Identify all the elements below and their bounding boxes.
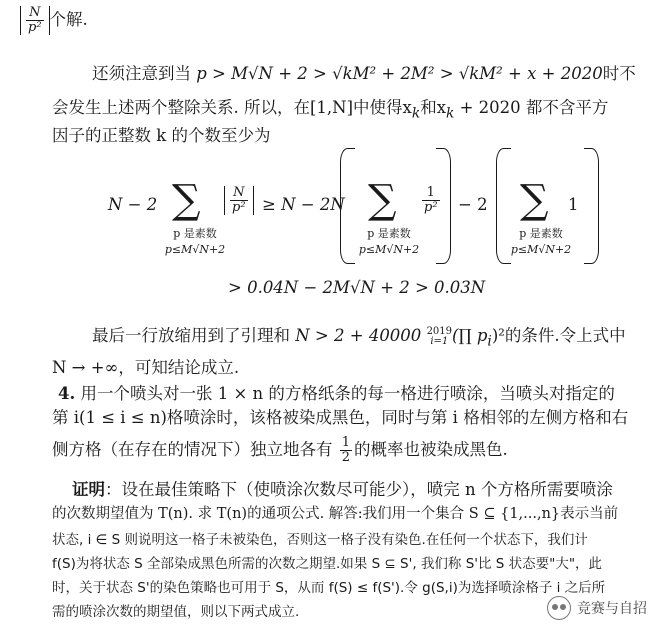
problem-line1: 4. 用一个喷头对一张 1 × n 的方格纸条的每一格进行喷涂，当喷头对指定的 bbox=[58, 384, 615, 403]
sum2-sub-bound: p≤M√N+2 bbox=[358, 243, 420, 256]
half-fraction: $\frac{1}{2}$ bbox=[341, 435, 351, 465]
proof-line1: 证明：设在最佳策略下（使喷涂次数尽可能少），喷完 n 个方格所需要喷涂 bbox=[72, 480, 613, 499]
para1-line3: 因子的正整数 k 的个数至少为 bbox=[52, 126, 271, 145]
wechat-icon bbox=[547, 596, 571, 620]
floor-term: $\frac{N}{\text{p²}}$ bbox=[224, 186, 254, 215]
proof-line4: f(S)为将状态 S 全部染成黑色所需的次数之期望.如果 S ⊆ S', 我们称 S'比 S 状态要"大"，此 bbox=[52, 556, 603, 572]
sum1-sub-prime: p 是素数 bbox=[173, 227, 217, 240]
sum3-sub-prime: p 是素数 bbox=[519, 227, 563, 240]
proof-line5: 时，关于状态 S'的染色策略也可用于 S，从而 f(S) ≤ f(S').令 g(S,i)为选择喷涂格子 i 之后所 bbox=[52, 580, 606, 596]
sum-symbol-2: ∑ bbox=[368, 177, 397, 223]
sum-symbol-3: ∑ bbox=[520, 177, 549, 223]
right-paren-2 bbox=[584, 148, 599, 264]
top-suffix: 个解. bbox=[49, 10, 88, 29]
floor-numerator: N bbox=[29, 5, 41, 20]
floor-denominator: p² bbox=[28, 20, 42, 35]
floor-expression bbox=[20, 6, 50, 35]
watermark-text: 竞赛与自招 bbox=[577, 601, 647, 617]
problem-line2: 第 i(1 ≤ i ≤ n)格喷涂时，该格被染成黑色，同时与第 i 格相邻的左侧方格和右 bbox=[52, 408, 629, 427]
minus-two: − 2 bbox=[458, 195, 488, 214]
sum-symbol-1: ∑ bbox=[172, 177, 201, 223]
proof-line6: 需的喷涂次数的期望值，则以下两式成立. bbox=[52, 604, 300, 620]
para1-line2: 会发生上述两个整除关系. 所以，在[1,N]中使得$x_k$和$x_k + 2020$ 都不含平方 bbox=[52, 98, 609, 122]
sum3-term: 1 bbox=[568, 195, 579, 214]
watermark bbox=[547, 596, 647, 620]
eq-last-line: > 0.04N − 2M√N + 2 > 0.03N bbox=[228, 278, 486, 297]
product-limits: 2019 i=1 bbox=[426, 325, 453, 347]
para1-line1: 还须注意到当 p > M√N + 2 > √kM² + 2M² > √kM² + x + 2020时不 bbox=[92, 64, 636, 83]
proof-label: 证明 bbox=[72, 480, 105, 499]
para2-line2: N → +∞，可知结论成立. bbox=[52, 358, 240, 377]
eq-n-minus-2: N − 2 bbox=[108, 195, 158, 214]
right-paren-1 bbox=[436, 148, 451, 264]
top-line bbox=[20, 6, 88, 35]
para2-line1: 最后一行放缩用到了引理和 N > 2 + 40000 2019 i=1 (∏ $p_i)^2$的条件.令上式中 bbox=[92, 325, 626, 350]
one-over-p2: $\frac{1}{\text{p²}}$ bbox=[424, 185, 438, 215]
proof-line2: 的次数期望值为 T(n). 求 T(n)的通项公式. 解答:我们用一个集合 S ⊆ {1,...,n}表示当前 bbox=[52, 506, 619, 522]
problem-line3: 侧方格（在存在的情况下）独立地各有 $\frac{1}{2}$ 的概率也被染成黑色. bbox=[52, 435, 508, 465]
sum3-sub-bound: p≤M√N+2 bbox=[510, 243, 572, 256]
problem-number: 4. bbox=[58, 384, 76, 403]
inequality-chain: p > M√N + 2 > √kM² + 2M² > √kM² + x + 2020 bbox=[196, 64, 603, 83]
proof-line3: 状态, i ∈ S 则说明这一格子未被染色，否则这一格子没有染色.在任何一个状态下，我们计 bbox=[52, 532, 588, 548]
sum2-sub-prime: p 是素数 bbox=[367, 227, 411, 240]
eq-ge-term: ≥ N − 2N bbox=[262, 195, 345, 214]
sum1-sub-bound: p≤M√N+2 bbox=[164, 243, 226, 256]
